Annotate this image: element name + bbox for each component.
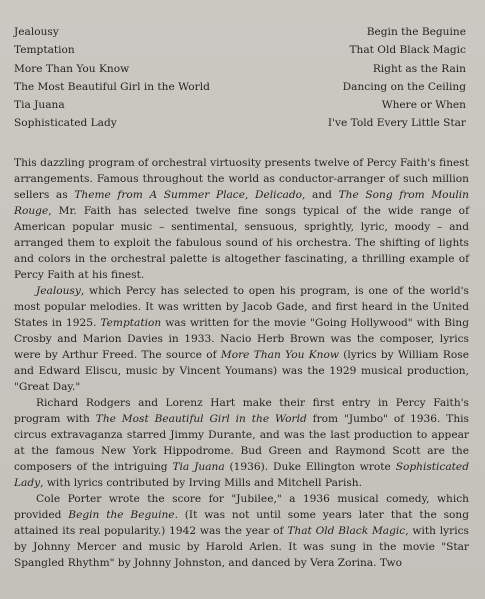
text-run: , which Percy has selected to open his program, is one of the world's most popular melodies. It was written by Jacob Gade, and first heard in the United States in 1925.: [14, 285, 469, 329]
track-row: [14, 96, 466, 114]
song-title: The Most Beautiful Girl in the World: [95, 413, 307, 425]
track-title: I've Told Every Little Star: [327, 117, 466, 130]
track-title: Dancing on the Ceiling: [342, 80, 466, 93]
notes-paragraph: [14, 155, 469, 283]
text-run: , and: [301, 189, 339, 201]
track-row: [14, 60, 466, 78]
track-title: Where or When: [381, 99, 466, 112]
text-run: . (It was not until some years later that the song attained its real popularity.) 1942 was the year of: [14, 509, 469, 537]
text-run: Cole Porter wrote the score for "Jubilee," a 1936 musical comedy, which provided: [14, 493, 469, 521]
track-title: Temptation: [14, 44, 75, 57]
track-title: Jealousy: [14, 26, 59, 38]
song-title: Sophisticated Lady: [14, 461, 469, 489]
song-title: Temptation: [100, 317, 162, 329]
song-title: Delicado: [255, 189, 302, 201]
text-run: , with lyrics by Johnny Mercer and music by Harold Arlen. It was sung in the movie "Star Spangled Rhythm" by Johnny Johnston, and danced by Vera Zorina. Two: [14, 525, 469, 569]
notes-paragraph: [14, 395, 469, 491]
song-title: The Song from Moulin Rouge: [14, 189, 469, 217]
track-title: Begin the Beguine: [366, 26, 466, 38]
text-run: This dazzling program of orchestral virtuosity presents twelve of Percy Faith's finest arrangements. Famous throughout the world as conductor-arranger of such million sellers as: [14, 157, 469, 201]
text-run: (lyrics by William Rose and Edward Eliscu, music by Vincent Youmans) was the 1929 musical production, "Great Day.": [14, 349, 469, 393]
text-run: ,: [245, 189, 256, 201]
notes-paragraph: [14, 283, 469, 395]
song-title: Jealousy: [36, 285, 81, 297]
liner-notes-text: [14, 155, 469, 571]
track-row: [14, 23, 466, 41]
track-row: [14, 114, 466, 132]
track-title: Sophisticated Lady: [14, 117, 117, 130]
song-title: Begin the Beguine: [68, 509, 175, 521]
track-row: [14, 41, 466, 59]
notes-paragraph: [14, 491, 469, 571]
track-row: [14, 78, 466, 96]
song-title: Theme from A Summer Place: [74, 189, 245, 201]
track-title: More Than You Know: [14, 62, 130, 75]
text-run: , with lyrics contributed by Irving Mills and Mitchell Parish.: [40, 477, 362, 489]
track-title: Right as the Rain: [372, 62, 466, 75]
song-title: More Than You Know: [220, 349, 339, 361]
song-title: Tia Juana: [172, 461, 225, 473]
track-list: [14, 23, 466, 133]
text-run: , Mr. Faith has selected twelve fine songs typical of the wide range of American popular music – sentimental, sensuous, sprightly, lyric, moody – and arranged them to exploit the fabulous sound of his orchestra. The shifting of lights and colors in the orchestral palette is altogether fascinating, a thrilling example of Percy Faith at his finest.: [14, 205, 469, 281]
text-run: Richard Rodgers and Lorenz Hart make their first entry in Percy Faith's program with: [14, 397, 469, 425]
text-run: (1936). Duke Ellington wrote: [224, 461, 396, 473]
track-title: Tia Juana: [14, 99, 65, 112]
song-title: That Old Black Magic: [287, 525, 406, 537]
track-title: The Most Beautiful Girl in the World: [14, 80, 210, 93]
track-title: That Old Black Magic: [349, 44, 466, 57]
text-run: from "Jumbo" of 1936. This circus extravaganza starred Jimmy Durante, and was the last production to appear at the famous New York Hippodrome. Bud Green and Raymond Scott are the composers of the intriguing: [14, 413, 469, 473]
text-run: was written for the movie "Going Hollywood" with Bing Crosby and Marion Davies in 1933. Nacio Herb Brown was the composer, lyrics were by Arthur Freed. The source of: [14, 317, 469, 361]
